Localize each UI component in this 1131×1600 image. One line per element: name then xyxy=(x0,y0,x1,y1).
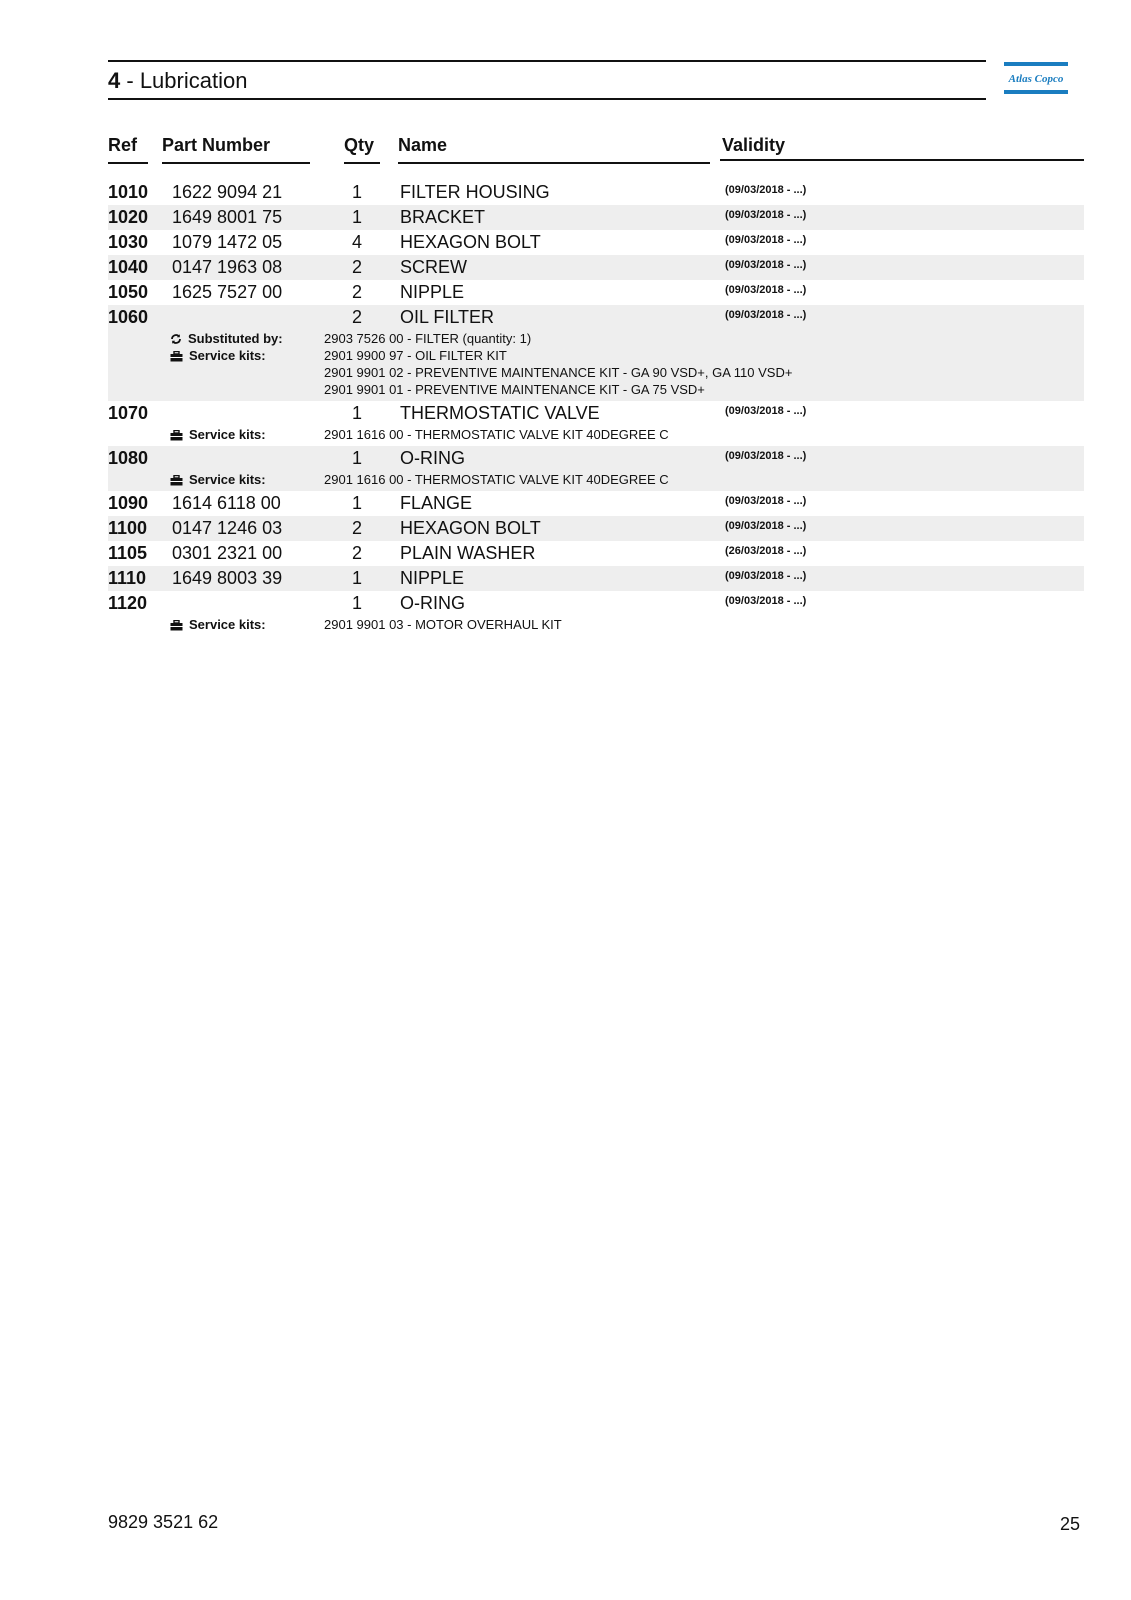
row-main-line xyxy=(108,180,1084,205)
refresh-icon xyxy=(170,333,182,345)
table-row xyxy=(108,446,1084,491)
service-kits-label xyxy=(170,347,266,364)
row-sub-line xyxy=(108,381,1084,398)
table-row xyxy=(108,401,1084,446)
table-row xyxy=(108,516,1084,541)
toolbox-icon xyxy=(170,430,183,441)
table-row xyxy=(108,541,1084,566)
row-sub-line xyxy=(108,347,1084,364)
ref-cell: 1090 xyxy=(108,493,149,513)
validity-cell: (09/03/2018 - ...) xyxy=(725,520,807,532)
name-cell: HEXAGON BOLT xyxy=(400,518,541,538)
table-row xyxy=(108,591,1084,636)
section-title: - Lubrication xyxy=(126,68,248,93)
document-number: 9829 3521 62 xyxy=(108,1512,219,1532)
service-kit-item: 2901 9901 02 - PREVENTIVE MAINTENANCE KIT - GA 90 VSD+, GA 110 VSD+ xyxy=(324,365,793,380)
qty-cell: 2 xyxy=(351,307,362,327)
ref-cell: 1120 xyxy=(108,593,148,613)
validity-cell: (09/03/2018 - ...) xyxy=(725,450,807,462)
row-main-line xyxy=(108,566,1084,591)
qty-cell: 4 xyxy=(351,232,362,252)
service-kits-label-text: Service kits: xyxy=(189,348,266,363)
name-cell: SCREW xyxy=(400,257,467,277)
row-main-line xyxy=(108,491,1084,516)
service-kit-item: 2901 1616 00 - THERMOSTATIC VALVE KIT 40DEGREE C xyxy=(324,472,669,487)
part-number-cell: 1079 1472 05 xyxy=(172,232,283,252)
row-sub-line xyxy=(108,330,1084,347)
validity-cell: (09/03/2018 - ...) xyxy=(725,309,807,321)
header-underline xyxy=(720,159,1084,161)
page-title xyxy=(108,68,247,94)
qty-cell: 2 xyxy=(351,518,362,538)
validity-cell: (09/03/2018 - ...) xyxy=(725,184,807,196)
parts-table xyxy=(108,180,1084,636)
qty-cell: 1 xyxy=(351,182,362,202)
qty-cell: 1 xyxy=(351,403,362,423)
qty-cell: 2 xyxy=(351,257,362,277)
part-number-cell: 0301 2321 00 xyxy=(172,543,283,563)
service-kits-label-text: Service kits: xyxy=(189,617,266,632)
service-kits-label-text: Service kits: xyxy=(189,472,266,487)
part-number-cell: 1614 6118 00 xyxy=(172,493,281,513)
row-main-line xyxy=(108,305,1084,330)
ref-cell: 1100 xyxy=(108,518,148,538)
validity-cell: (09/03/2018 - ...) xyxy=(725,234,807,246)
qty-cell: 1 xyxy=(351,493,362,513)
substitute-part: 2903 7526 00 - FILTER (quantity: 1) xyxy=(324,331,532,346)
name-cell: FLANGE xyxy=(400,493,473,513)
ref-cell: 1020 xyxy=(108,207,149,227)
row-sub-line xyxy=(108,616,1084,633)
substituted-by-label-text: Substituted by: xyxy=(188,331,283,346)
qty-cell: 2 xyxy=(351,543,362,563)
name-cell: OIL FILTER xyxy=(400,307,495,327)
ref-cell: 1110 xyxy=(108,568,147,588)
service-kit-item: 2901 9901 01 - PREVENTIVE MAINTENANCE KIT - GA 75 VSD+ xyxy=(324,382,705,397)
part-number-cell: 1649 8001 75 xyxy=(172,207,283,227)
table-row xyxy=(108,280,1084,305)
name-cell: NIPPLE xyxy=(400,282,465,302)
table-row xyxy=(108,491,1084,516)
validity-cell: (09/03/2018 - ...) xyxy=(725,595,807,607)
name-cell: THERMOSTATIC VALVE xyxy=(400,403,600,423)
toolbox-icon xyxy=(170,475,183,486)
row-main-line xyxy=(108,541,1084,566)
validity-cell: (09/03/2018 - ...) xyxy=(725,495,807,507)
row-main-line xyxy=(108,230,1084,255)
ref-cell: 1040 xyxy=(108,257,149,277)
qty-cell: 1 xyxy=(351,207,362,227)
service-kits-label-text: Service kits: xyxy=(189,427,266,442)
row-main-line xyxy=(108,516,1084,541)
page-number: 25 xyxy=(1060,1514,1081,1534)
service-kit-item: 2901 9900 97 - OIL FILTER KIT xyxy=(324,348,507,363)
validity-cell: (09/03/2018 - ...) xyxy=(725,284,807,296)
service-kit-item: 2901 1616 00 - THERMOSTATIC VALVE KIT 40DEGREE C xyxy=(324,427,669,442)
ref-cell: 1050 xyxy=(108,282,149,302)
column-header-part-number: Part Number xyxy=(162,130,310,164)
ref-cell: 1030 xyxy=(108,232,149,252)
service-kits-label xyxy=(170,471,266,488)
qty-cell: 1 xyxy=(351,593,362,613)
ref-cell: 1105 xyxy=(108,543,148,563)
name-cell: BRACKET xyxy=(400,207,486,227)
ref-cell: 1010 xyxy=(108,182,149,202)
row-main-line xyxy=(108,280,1084,305)
validity-cell: (26/03/2018 - ...) xyxy=(725,545,807,557)
table-row xyxy=(108,230,1084,255)
table-row xyxy=(108,255,1084,280)
name-cell: PLAIN WASHER xyxy=(400,543,536,563)
part-number-cell: 0147 1963 08 xyxy=(172,257,283,277)
substituted-by-label xyxy=(170,330,283,347)
row-sub-line xyxy=(108,471,1084,488)
table-row xyxy=(108,305,1084,401)
row-sub-line xyxy=(108,426,1084,443)
name-cell: FILTER HOUSING xyxy=(400,182,550,202)
column-header-validity: Validity xyxy=(722,135,786,155)
ref-cell: 1080 xyxy=(108,448,149,468)
row-sub-line xyxy=(108,364,1084,381)
name-cell: O-RING xyxy=(400,448,465,468)
part-number-cell: 1649 8003 39 xyxy=(172,568,283,588)
qty-cell: 2 xyxy=(351,282,362,302)
service-kit-item: 2901 9901 03 - MOTOR OVERHAUL KIT xyxy=(324,617,562,632)
qty-cell: 1 xyxy=(351,448,362,468)
column-header-ref: Ref xyxy=(108,130,148,164)
row-main-line xyxy=(108,446,1084,471)
validity-cell: (09/03/2018 - ...) xyxy=(725,259,807,271)
column-header-qty: Qty xyxy=(344,130,380,164)
toolbox-icon xyxy=(170,620,183,631)
name-cell: O-RING xyxy=(400,593,465,613)
row-main-line xyxy=(108,205,1084,230)
validity-cell: (09/03/2018 - ...) xyxy=(725,209,807,221)
row-main-line xyxy=(108,591,1084,616)
table-row xyxy=(108,205,1084,230)
part-number-cell: 0147 1246 03 xyxy=(172,518,283,538)
validity-cell: (09/03/2018 - ...) xyxy=(725,405,807,417)
row-main-line xyxy=(108,401,1084,426)
part-number-cell: 1622 9094 21 xyxy=(172,182,283,202)
service-kits-label xyxy=(170,616,266,633)
row-main-line xyxy=(108,255,1084,280)
section-title-band xyxy=(108,60,986,100)
atlas-copco-logo xyxy=(1004,62,1068,94)
ref-cell: 1060 xyxy=(108,307,149,327)
table-row xyxy=(108,180,1084,205)
name-cell: HEXAGON BOLT xyxy=(400,232,541,252)
svg-text:Atlas Copco: Atlas Copco xyxy=(1008,73,1064,85)
column-header-name: Name xyxy=(398,130,710,164)
ref-cell: 1070 xyxy=(108,403,149,423)
qty-cell: 1 xyxy=(351,568,362,588)
name-cell: NIPPLE xyxy=(400,568,465,588)
table-row xyxy=(108,566,1084,591)
service-kits-label xyxy=(170,426,266,443)
toolbox-icon xyxy=(170,351,183,362)
section-number: 4 xyxy=(108,68,121,93)
validity-cell: (09/03/2018 - ...) xyxy=(725,570,807,582)
part-number-cell: 1625 7527 00 xyxy=(172,282,283,302)
